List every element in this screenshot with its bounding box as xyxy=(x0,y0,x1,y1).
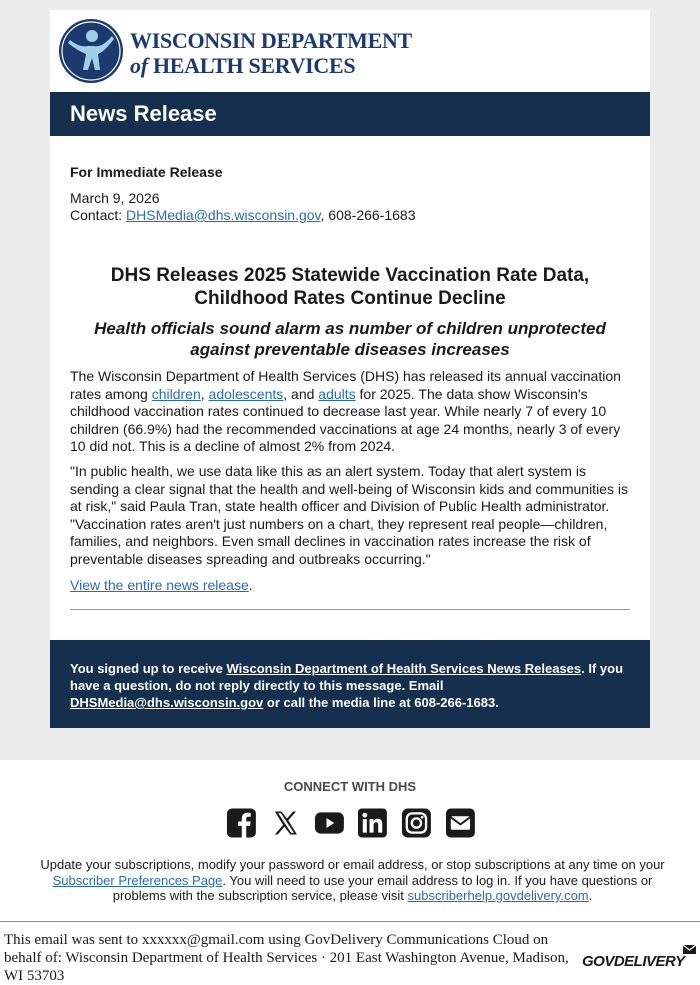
p1-text-b: for 2025. The data show Wisconsin's childhood vaccination rates continued to decrease last year. While nearly 7 of every 10 children (66.9%) had the recommended vaccinations at age 24 months, nearly 3 of every 10 did not. This is a decline of almost 2% from 2024. xyxy=(70,385,621,454)
news-releases-link[interactable]: Wisconsin Department of Health Services News Releases xyxy=(226,661,582,676)
paragraph-1 xyxy=(70,368,632,456)
govdelivery-wordmark: GOVDELIVERY xyxy=(582,953,685,970)
view-entire-release-link[interactable]: View the entire news release xyxy=(70,577,249,593)
notice-text-1: You signed up to receive xyxy=(70,661,227,676)
connect-heading: CONNECT WITH DHS xyxy=(283,779,417,794)
headline: DHS Releases 2025 Statewide Vaccination Rate Data, Childhood Rates Continue Decline xyxy=(110,265,590,309)
p1-comma: , xyxy=(200,385,209,402)
adolescents-link[interactable]: adolescents xyxy=(208,385,284,402)
release-contact xyxy=(70,207,630,225)
org-name-of: of xyxy=(130,53,148,78)
org-name-line1: WISCONSIN DEPARTMENT xyxy=(130,28,412,53)
subscriber-preferences-link[interactable]: Subscriber Preferences Page xyxy=(52,872,223,888)
paragraph-2-quote: "In public health, we use data like this as an alert system. Today that alert system is sending a clear signal that the health and well-being of Wisconsin kids and communities is at risk," said Paula Tran, state health officer and Division of Public Health administrator. "Vaccination rates aren't just numbers on a chart, they represent real people—children, families, and neighbors. Even small declines in vaccination rates increase the risk of preventable diseases spreading and outbreaks occurring." xyxy=(70,463,628,567)
banner-title: News Release xyxy=(70,101,217,126)
dhs-wordmark xyxy=(130,28,412,78)
release-label: For Immediate Release xyxy=(70,164,223,180)
contact-phone: , 608-266-1683 xyxy=(320,207,416,223)
youtube-icon[interactable] xyxy=(314,807,345,839)
instagram-icon[interactable] xyxy=(401,807,432,839)
subscription-management-text xyxy=(40,857,665,904)
x-icon[interactable] xyxy=(270,807,301,839)
dhs-logo xyxy=(58,18,412,92)
dhs-emblem-icon xyxy=(58,18,124,84)
subs-text-3: . xyxy=(588,888,593,903)
facebook-icon[interactable] xyxy=(226,807,257,839)
news-release-banner xyxy=(50,92,650,136)
email-card xyxy=(50,10,650,728)
media-email-link[interactable]: DHSMedia@dhs.wisconsin.gov xyxy=(70,695,264,710)
subscription-notice-text xyxy=(70,660,635,711)
subscriber-help-link[interactable]: subscriberhelp.govdelivery.com xyxy=(407,888,589,903)
adults-link[interactable]: adults xyxy=(318,385,356,402)
release-meta xyxy=(70,164,630,225)
govdelivery-logo[interactable] xyxy=(582,944,698,974)
p1-text-a: The Wisconsin Department of Health Services (DHS) has released its annual vaccination rates among xyxy=(70,368,621,402)
children-link[interactable]: children xyxy=(151,385,201,402)
contact-email-link[interactable]: DHSMedia@dhs.wisconsin.gov xyxy=(126,207,321,223)
linkedin-icon[interactable] xyxy=(357,807,388,839)
subscription-notice xyxy=(50,640,650,728)
social-icons xyxy=(226,807,476,841)
view-release-line xyxy=(70,577,253,595)
email-icon[interactable] xyxy=(445,807,476,839)
view-period: . xyxy=(248,577,253,593)
content-divider xyxy=(70,609,630,610)
sent-to-notice: This email was sent to xxxxxx@gmail.com using GovDelivery Communications Cloud on behalf of: Wisconsin Department of Health Services · 201 East Washington Avenue, Madison, WI 53703 xyxy=(4,932,569,984)
notice-text-3: or call the media line at 608-266-1683. xyxy=(263,695,499,710)
contact-prefix: Contact: xyxy=(70,207,127,223)
p1-and: , and xyxy=(283,385,319,402)
subheadline: Health officials sound alarm as number of children unprotected against preventable diseases increases xyxy=(94,319,606,359)
release-date: March 9, 2026 xyxy=(70,189,160,206)
subs-text-1: Update your subscriptions, modify your password or email address, or stop subscriptions at any time on your xyxy=(40,857,665,872)
org-name-line2: HEALTH SERVICES xyxy=(152,53,356,78)
subs-text-2: . You will need to use your email address to log in. If you have questions or problems with the subscription service, please visit xyxy=(112,872,653,903)
notice-text-2: . If you have a question, do not reply directly to this message. Email xyxy=(70,661,624,693)
bottom-divider xyxy=(0,921,700,922)
